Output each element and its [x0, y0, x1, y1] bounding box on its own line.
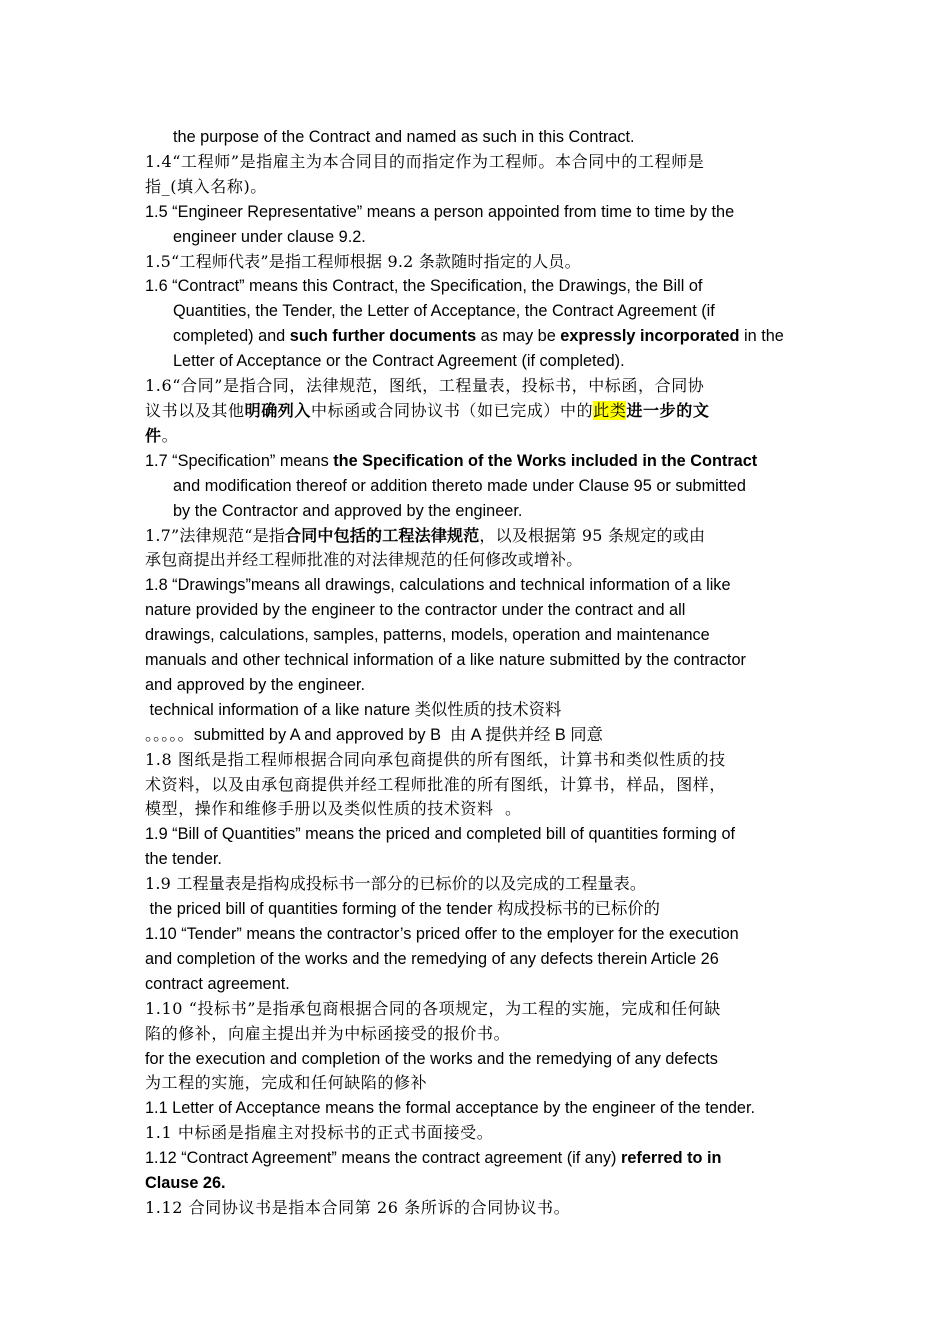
- note-priced-bill: the priced bill of quantities forming of the tender 构成投标书的已标价的: [145, 900, 660, 919]
- clause-1-12-en-cont: [145, 1171, 813, 1196]
- clause-1-5-en: 1.5 “Engineer Representative” means a person appointed from time to time by the: [145, 202, 735, 221]
- bold-text: 件: [145, 425, 162, 445]
- clause-1-10-en-cont-1: and completion of the works and the remedying of any defects therein Article 26: [145, 949, 719, 968]
- clause-1-6-en-cont-2: completed) and such further documents as may be expressly incorporated in the: [173, 327, 784, 346]
- clause-1-8-en-cont-2: drawings, calculations, samples, patterns, models, operation and maintenance: [145, 626, 710, 645]
- clause-1-8-cn-cont-2: 模型，操作和维修手册以及类似性质的技术资料 。: [145, 799, 522, 819]
- clause-1-7-en: 1.7 “Specification” means the Specification of the Works included in the Contract: [145, 451, 758, 470]
- clause-1-6-en: 1.6 “Contract” means this Contract, the Specification, the Drawings, the Bill of: [145, 277, 703, 296]
- clause-1-9-cn: 1.9 工程量表是指构成投标书一部分的已标价的以及完成的工程量表。: [145, 874, 647, 894]
- bold-text: referred to in: [621, 1149, 722, 1168]
- clause-1-10-cn-cont: 陷的修补，向雇主提出并为中标函接受的报价书。: [145, 1023, 511, 1043]
- highlighted-text: 此类: [593, 400, 627, 420]
- clause-1-9-en-cont: the tender.: [145, 850, 222, 869]
- clause-1-6-cn: 1.6“合同”是指合同，法律规范，图纸，工程量表，投标书，中标函，合同协: [145, 376, 705, 396]
- clause-1-10-en-cont-2: contract agreement.: [145, 974, 290, 993]
- clause-1-8-en: 1.8 “Drawings”means all drawings, calculations and technical information of a like: [145, 576, 731, 595]
- clause-1-11-cn: 1.1 中标函是指雇主对投标书的正式书面接受。: [145, 1123, 494, 1143]
- note-execution-completion-cn: 为工程的实施，完成和任何缺陷的修补: [145, 1073, 428, 1093]
- clause-1-6-en-cont-1: Quantities, the Tender, the Letter of Acceptance, the Contract Agreement (if: [173, 302, 715, 321]
- clause-1-5-cn: 1.5“工程师代表”是指工程师根据 9.2 条款随时指定的人员。: [145, 251, 581, 271]
- clause-1-8-cn-cont-1: 术资料，以及由承包商提供并经工程师批准的所有图纸，计算书，样品，图样，: [145, 774, 727, 794]
- clause-1-8-en-cont-3: manuals and other technical information of a like nature submitted by the contractor: [145, 651, 746, 670]
- clause-1-7-cn-cont: 承包商提出并经工程师批准的对法律规范的任何修改或增补。: [145, 550, 583, 570]
- clause-1-8-en-cont-1: nature provided by the engineer to the contractor under the contract and all: [145, 601, 686, 620]
- clause-1-8-cn: 1.8 图纸是指工程师根据合同向承包商提供的所有图纸，计算书和类似性质的技: [145, 749, 726, 769]
- clause-1-6-en-cont-3: Letter of Acceptance or the Contract Agreement (if completed).: [173, 352, 625, 371]
- document-page: [145, 125, 813, 1221]
- clause-1-7-cn: 1.7”法律规范“是指合同中包括的工程法律规范，以及根据第 95 条规定的或由: [145, 525, 706, 545]
- clause-1-6-cn-cont-1: 议书以及其他明确列入中标函或合同协议书（如已完成）中的此类进一步的文: [145, 400, 710, 420]
- bold-text: the Specification of the Works included in the Contract: [333, 451, 758, 470]
- clause-1-4-cn: 1.4“工程师”是指雇主为本合同目的而指定作为工程师。本合同中的工程师是: [145, 151, 705, 171]
- clause-1-8-en-cont-4: and approved by the engineer.: [145, 675, 365, 694]
- bold-text: Clause 26.: [145, 1174, 226, 1193]
- clause-1-10-cn: 1.10 “投标书”是指承包商根据合同的各项规定，为工程的实施，完成和任何缺: [145, 998, 721, 1018]
- note-execution-completion-en: for the execution and completion of the works and the remedying of any defects: [145, 1049, 718, 1068]
- bold-text: 进一步的文: [626, 400, 710, 420]
- clause-1-10-en: 1.10 “Tender” means the contractor’s priced offer to the employer for the execution: [145, 925, 739, 943]
- clause-1-12-en: 1.12 “Contract Agreement” means the contract agreement (if any) referred to in: [145, 1149, 722, 1168]
- clause-1-6-cn-cont-2: 件。: [145, 425, 179, 445]
- bold-text: 合同中包括的工程法律规范: [285, 525, 480, 545]
- clause-1-7-en-cont-2: by the Contractor and approved by the engineer.: [173, 501, 523, 520]
- bold-text: 明确列入: [244, 400, 312, 420]
- clause-1-4-cn-cont: 指_(填入名称)。: [145, 176, 267, 196]
- note-submitted-approved: 。。。。。submitted by A and approved by B 由 A 提供并经 B 同意: [145, 725, 603, 744]
- clause-1-9-en: 1.9 “Bill of Quantities” means the priced and completed bill of quantities forming of: [145, 825, 736, 844]
- clause-1-12-cn: 1.12 合同协议书是指本合同第 26 条所诉的合同协议书。: [145, 1197, 571, 1217]
- clause-1-5-en-cont: engineer under clause 9.2.: [173, 227, 366, 246]
- bold-text: such further documents: [289, 327, 477, 346]
- note-like-nature: technical information of a like nature 类似性质的技术资料: [145, 700, 562, 719]
- clause-1-3-continuation: the purpose of the Contract and named as such in this Contract.: [173, 128, 635, 146]
- clause-1-7-en-cont-1: and modification thereof or addition thereto made under Clause 95 or submitted: [173, 476, 746, 495]
- bold-text: expressly incorporated: [560, 327, 740, 346]
- clause-1-11-en: 1.1 Letter of Acceptance means the formal acceptance by the engineer of the tender.: [145, 1099, 756, 1118]
